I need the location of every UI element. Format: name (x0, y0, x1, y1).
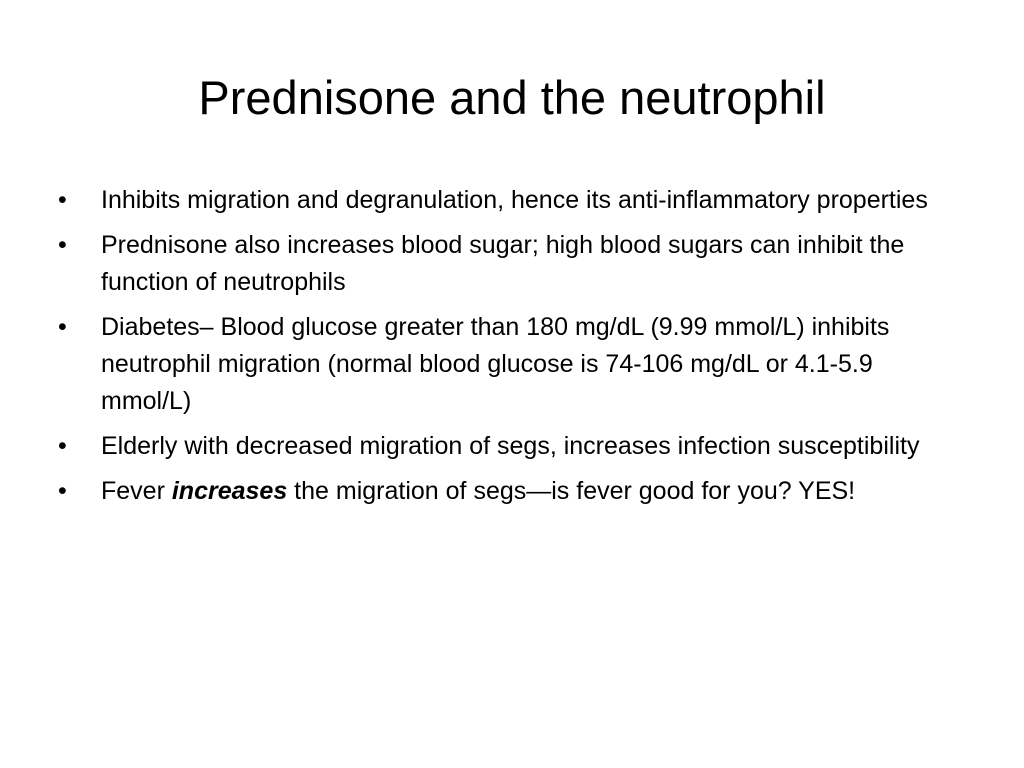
bullet-icon: • (58, 313, 67, 341)
bullet-text: Diabetes– Blood glucose greater than 180 mg/dL (9.99 mmol/L) inhibits neutrophil migration (normal blood glucose is 74-106 mg/dL or 4.1-5.9 mmol/L) (101, 313, 890, 415)
bullet-icon: • (58, 231, 67, 259)
bullet-text: Elderly with decreased migration of segs, increases infection susceptibility (101, 432, 920, 460)
bullet-item-3 (56, 309, 966, 420)
bullet-icon: • (58, 477, 67, 505)
bullet-list (56, 182, 966, 518)
bullet-text: Prednisone also increases blood sugar; high blood sugars can inhibit the function of neutrophils (101, 231, 905, 296)
bullet-icon: • (58, 186, 67, 214)
bullet-text: Inhibits migration and degranulation, hence its anti-inflammatory properties (101, 186, 928, 214)
bullet-item-1 (56, 182, 966, 219)
bullet-item-2 (56, 227, 966, 301)
bullet-icon: • (58, 432, 67, 460)
slide-title: Prednisone and the neutrophil (198, 71, 826, 124)
emphasis-text: increases (171, 477, 288, 505)
bullet-item-4 (56, 428, 966, 465)
bullet-item-5 (56, 473, 966, 510)
bullet-text-post: the migration of segs—is fever good for you? YES! (287, 477, 856, 505)
bullet-text-pre: Fever (101, 477, 172, 505)
